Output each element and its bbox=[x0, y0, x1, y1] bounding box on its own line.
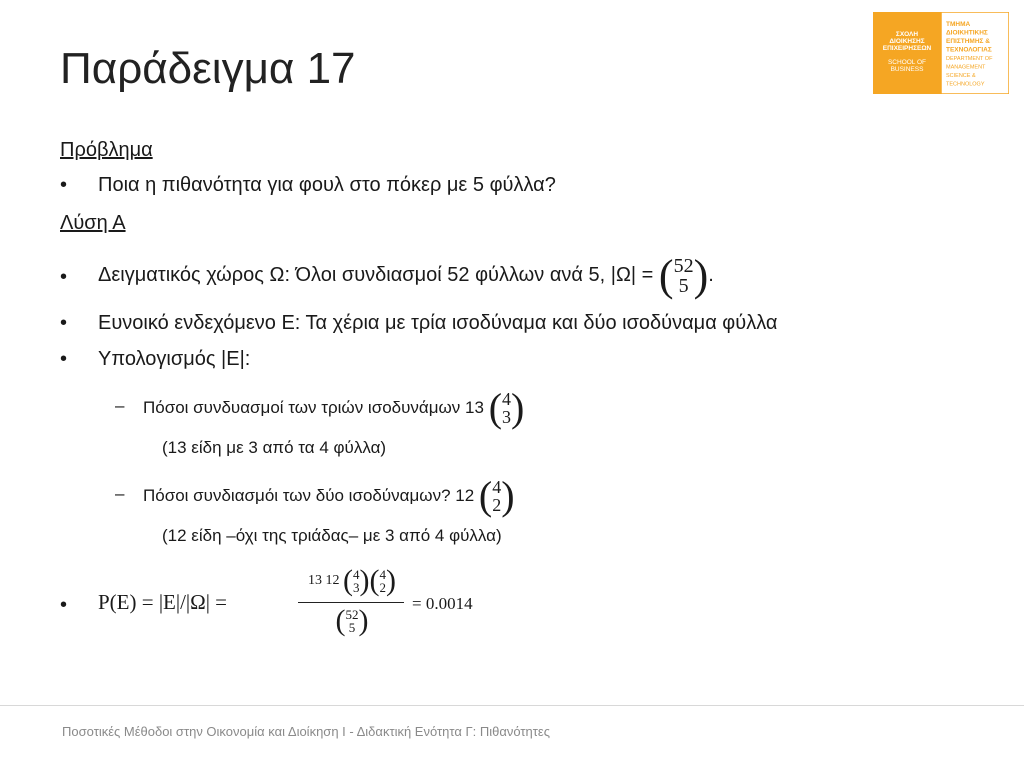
sample-space-text: Δειγματικός χώρος Ω: Όλοι συνδιασμοί 52 φύλλων ανά 5, |Ω| = bbox=[98, 264, 654, 286]
logo-text: ΣΧΟΛΗ bbox=[895, 31, 919, 38]
binomial-52-5-small: ( 52 5 ) bbox=[335, 604, 369, 637]
sub-item-pairs bbox=[115, 472, 915, 522]
binom-bottom: 2 bbox=[379, 580, 386, 595]
fraction-bar bbox=[298, 602, 404, 603]
problem-heading: Πρόβλημα bbox=[60, 139, 153, 161]
binomial-4-3-small: ( 4 3 ) bbox=[343, 564, 370, 597]
event-text: Ευνοικό ενδεχόμενο Ε: Τα χέρια με τρία ισοδύναμα και δύο ισοδύναμα φύλλα bbox=[98, 312, 778, 334]
bullet-dot: • bbox=[60, 312, 68, 334]
binom-bottom: 2 bbox=[492, 494, 502, 515]
footer-divider bbox=[0, 705, 1024, 706]
university-logo bbox=[873, 12, 1009, 94]
sub1-line bbox=[143, 384, 524, 431]
sub2-line bbox=[143, 472, 515, 519]
logo-text: SCHOOL OF bbox=[887, 59, 927, 66]
logo-text: BUSINESS bbox=[890, 66, 924, 73]
problem-bullet bbox=[60, 174, 960, 200]
logo-text: ΔΙΟΙΚΗΤΙΚΗΣ bbox=[946, 29, 988, 37]
binomial-4-3: ( 4 3 ) bbox=[488, 385, 525, 430]
binom-top: 52 bbox=[345, 607, 359, 622]
logo-text: DEPARTMENT OF bbox=[946, 56, 993, 62]
logo-text: ΕΠΙΧΕΙΡΗΣΕΩΝ bbox=[882, 45, 932, 52]
sub2-note: (12 είδη –όχι της τριάδας– με 3 από 4 φύλλα) bbox=[162, 526, 502, 545]
sub1-note: (13 είδη με 3 από τα 4 φύλλα) bbox=[162, 438, 387, 457]
probability-result: = 0.0014 bbox=[412, 594, 473, 613]
logo-text: SCIENCE & bbox=[946, 73, 976, 79]
binom-bottom: 3 bbox=[502, 406, 512, 427]
probability-lhs: P(E) = |E|/|Ω| = bbox=[98, 590, 228, 614]
fraction-denominator bbox=[296, 604, 408, 642]
sample-space-bullet bbox=[60, 250, 960, 300]
binomial-4-2-small: ( 4 2 ) bbox=[369, 564, 396, 597]
calc-bullet bbox=[60, 348, 960, 374]
binom-top: 52 bbox=[673, 254, 694, 277]
binom-bottom: 3 bbox=[353, 580, 360, 595]
fraction-numerator bbox=[296, 564, 408, 600]
probability-fraction bbox=[296, 564, 408, 644]
logo-text: ΤΜΗΜΑ bbox=[946, 21, 971, 28]
logo-text: ΤΕΧΝΟΛΟΓΙΑΣ bbox=[946, 46, 992, 54]
binom-top: 4 bbox=[353, 567, 360, 582]
footer-text: Ποσοτικές Μέθοδοι στην Οικονομία και Διοίκηση Ι - Διδακτική Ενότητα Γ: Πιθανότητες bbox=[62, 724, 550, 739]
binom-top: 4 bbox=[502, 388, 512, 409]
binom-bottom: 5 bbox=[348, 620, 356, 635]
sample-space-end: . bbox=[708, 264, 714, 286]
problem-text: Ποια η πιθανότητα για φουλ στο πόκερ με 5 φύλλα? bbox=[98, 174, 556, 196]
bullet-dot: • bbox=[60, 594, 68, 616]
binom-bottom: 5 bbox=[678, 274, 689, 297]
numerator-prefix: 13 12 bbox=[308, 573, 340, 588]
logo-text: ΕΠΙΣΤΗΜΗΣ & bbox=[946, 38, 990, 45]
logo-text: ΔΙΟΙΚΗΣΗΣ bbox=[889, 38, 925, 45]
binom-top: 4 bbox=[492, 476, 502, 497]
binomial-4-2: ( 4 2 ) bbox=[478, 473, 515, 518]
bullet-dot: • bbox=[60, 266, 68, 288]
binom-top: 4 bbox=[379, 567, 386, 582]
solution-heading: Λύση Α bbox=[60, 212, 126, 234]
sub1-text: Πόσοι συνδυασμοί των τριών ισοδυνάμων 13 bbox=[143, 397, 484, 417]
bullet-dot: • bbox=[60, 348, 68, 370]
sub-dash: – bbox=[115, 396, 125, 415]
calc-text: Υπολογισμός |Ε|: bbox=[98, 348, 251, 370]
sub2-text: Πόσοι συνδιασμόι των δύο ισοδύναμων? 12 bbox=[143, 485, 475, 505]
probability-bullet bbox=[60, 594, 90, 620]
binomial-52-5: ( 52 5 ) bbox=[658, 251, 709, 300]
bullet-dot: • bbox=[60, 174, 68, 196]
slide-title: Παράδειγμα 17 bbox=[60, 44, 356, 93]
sub-dash: – bbox=[115, 484, 125, 503]
logo-text: MANAGEMENT bbox=[946, 64, 986, 71]
event-bullet bbox=[60, 312, 960, 338]
logo-text: TECHNOLOGY bbox=[946, 81, 985, 88]
sample-space-line bbox=[98, 250, 714, 301]
sub-item-triples bbox=[115, 384, 915, 434]
